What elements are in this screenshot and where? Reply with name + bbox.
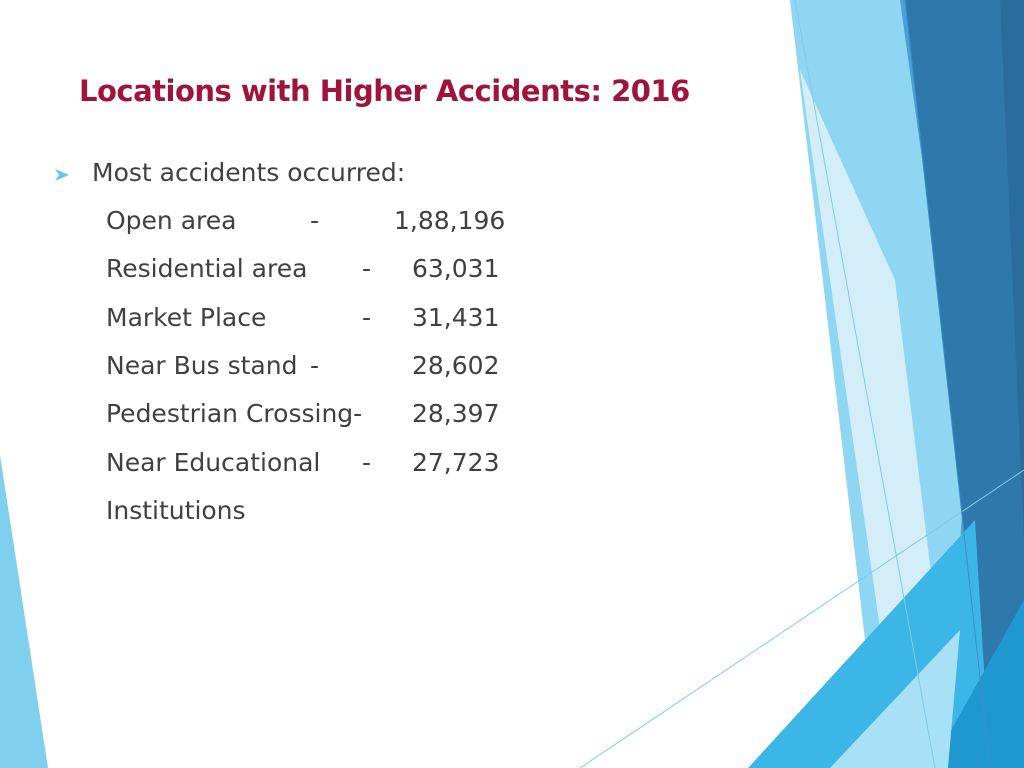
- stat-value: 28,602: [412, 351, 500, 380]
- stat-dash: -: [310, 351, 320, 380]
- stat-dash: -: [362, 254, 372, 283]
- stat-value: 63,031: [412, 254, 500, 283]
- stat-label: Open area: [106, 206, 237, 235]
- stat-label: Residential area: [106, 254, 308, 283]
- stat-label: Near Educational: [106, 448, 321, 477]
- bullet-text: Most accidents occurred:: [92, 158, 406, 187]
- stat-label: Near Bus stand: [106, 351, 298, 380]
- stat-continuation: Institutions: [106, 496, 246, 525]
- stat-label: Market Place: [106, 303, 267, 332]
- stat-label: Pedestrian Crossing-: [106, 399, 363, 428]
- stat-value: 28,397: [412, 399, 500, 428]
- slide-title: Locations with Higher Accidents: 2016: [79, 74, 690, 108]
- stat-dash: -: [362, 303, 372, 332]
- stat-value: 1,88,196: [394, 206, 506, 235]
- stat-dash: -: [310, 206, 320, 235]
- arrowhead-bullet-icon: [55, 169, 69, 181]
- stat-dash: -: [362, 448, 372, 477]
- stat-value: 27,723: [412, 448, 500, 477]
- left-accent-shape: [0, 455, 48, 768]
- stat-value: 31,431: [412, 303, 500, 332]
